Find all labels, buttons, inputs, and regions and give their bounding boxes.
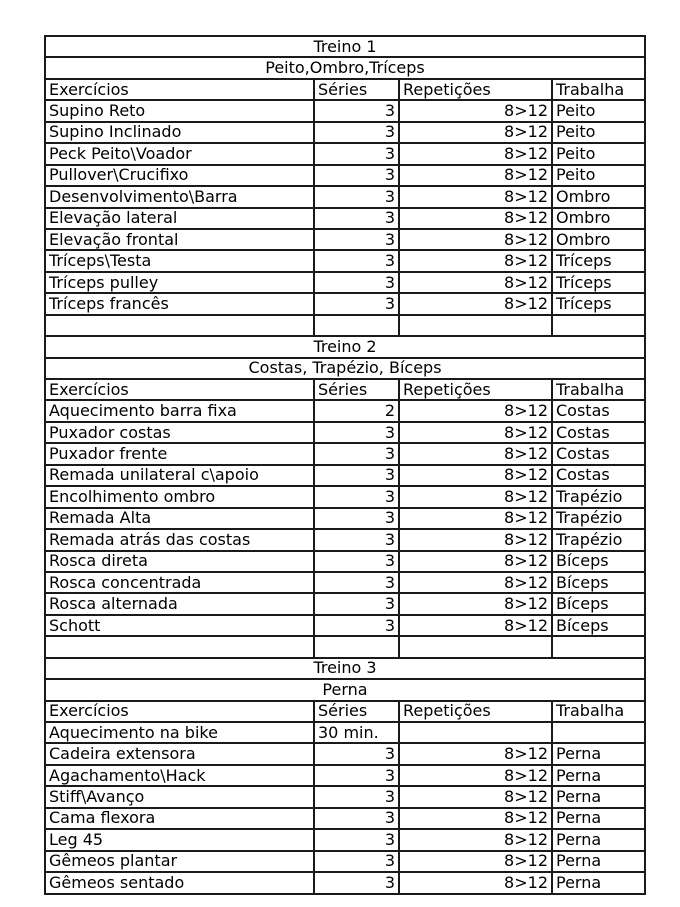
series-cell: 3 (314, 593, 399, 614)
series-cell: 3 (314, 100, 399, 121)
workout-table (44, 35, 646, 895)
reps-cell: 8>12 (399, 765, 552, 786)
reps-cell: 8>12 (399, 229, 552, 250)
exercise-row (45, 872, 645, 893)
reps-cell: 8>12 (399, 186, 552, 207)
exercise-name-cell: Gêmeos sentado (45, 872, 314, 893)
exercise-row (45, 851, 645, 872)
series-cell: 2 (314, 400, 399, 421)
exercise-row (45, 250, 645, 271)
works-cell: Trapézio (552, 508, 645, 529)
exercise-name-cell: Stiff\Avanço (45, 786, 314, 807)
exercise-row (45, 829, 645, 850)
works-cell: Tríceps (552, 293, 645, 314)
works-cell: Peito (552, 143, 645, 164)
reps-cell: 8>12 (399, 293, 552, 314)
reps-cell: 8>12 (399, 400, 552, 421)
exercise-name-cell: Remada unilateral c\apoio (45, 465, 314, 486)
reps-cell: 8>12 (399, 593, 552, 614)
exercise-name-cell: Elevação frontal (45, 229, 314, 250)
reps-cell: 8>12 (399, 551, 552, 572)
exercise-row (45, 165, 645, 186)
works-cell: Perna (552, 786, 645, 807)
series-cell: 3 (314, 743, 399, 764)
reps-cell (399, 722, 552, 743)
column-header-series: Séries (314, 701, 399, 722)
works-cell: Trapézio (552, 486, 645, 507)
series-cell: 3 (314, 465, 399, 486)
reps-cell: 8>12 (399, 529, 552, 550)
reps-cell: 8>12 (399, 100, 552, 121)
exercise-row (45, 208, 645, 229)
works-cell: Perna (552, 765, 645, 786)
empty-cell (314, 636, 399, 657)
exercise-name-cell: Agachamento\Hack (45, 765, 314, 786)
works-cell: Tríceps (552, 272, 645, 293)
reps-cell: 8>12 (399, 143, 552, 164)
series-cell: 30 min. (314, 722, 399, 743)
series-cell: 3 (314, 443, 399, 464)
works-cell: Perna (552, 872, 645, 893)
exercise-name-cell: Tríceps francês (45, 293, 314, 314)
series-cell: 3 (314, 572, 399, 593)
exercise-row (45, 572, 645, 593)
series-cell: 3 (314, 422, 399, 443)
empty-cell (399, 636, 552, 657)
reps-cell: 8>12 (399, 572, 552, 593)
series-cell: 3 (314, 165, 399, 186)
reps-cell: 8>12 (399, 272, 552, 293)
workout-table-body (45, 36, 645, 894)
section-subtitle-row-1 (45, 57, 645, 78)
column-header-series: Séries (314, 379, 399, 400)
empty-cell (552, 636, 645, 657)
column-header-exercicios: Exercícios (45, 79, 314, 100)
empty-cell (552, 315, 645, 336)
exercise-row (45, 400, 645, 421)
exercise-name-cell: Tríceps pulley (45, 272, 314, 293)
works-cell: Bíceps (552, 551, 645, 572)
exercise-row (45, 229, 645, 250)
works-cell: Costas (552, 400, 645, 421)
section-title: Treino 3 (45, 658, 645, 679)
exercise-row (45, 443, 645, 464)
works-cell: Bíceps (552, 615, 645, 636)
section-subtitle: Perna (45, 679, 645, 700)
exercise-row (45, 508, 645, 529)
reps-cell: 8>12 (399, 851, 552, 872)
column-header-trabalha: Trabalha (552, 79, 645, 100)
column-header-trabalha: Trabalha (552, 379, 645, 400)
series-cell: 3 (314, 872, 399, 893)
reps-cell: 8>12 (399, 443, 552, 464)
works-cell: Perna (552, 808, 645, 829)
reps-cell: 8>12 (399, 165, 552, 186)
exercise-row (45, 743, 645, 764)
works-cell: Trapézio (552, 529, 645, 550)
exercise-name-cell: Aquecimento na bike (45, 722, 314, 743)
works-cell: Costas (552, 422, 645, 443)
series-cell: 3 (314, 208, 399, 229)
section-title: Treino 1 (45, 36, 645, 57)
column-header-exercicios: Exercícios (45, 701, 314, 722)
exercise-row (45, 100, 645, 121)
reps-cell: 8>12 (399, 829, 552, 850)
column-header-row-2 (45, 379, 645, 400)
column-header-repeticoes: Repetições (399, 701, 552, 722)
reps-cell: 8>12 (399, 250, 552, 271)
exercise-name-cell: Schott (45, 615, 314, 636)
empty-spacer-row (45, 315, 645, 336)
column-header-series: Séries (314, 79, 399, 100)
empty-cell (314, 315, 399, 336)
section-subtitle: Peito,Ombro,Tríceps (45, 57, 645, 78)
exercise-name-cell: Aquecimento barra fixa (45, 400, 314, 421)
section-subtitle-row-2 (45, 358, 645, 379)
column-header-repeticoes: Repetições (399, 79, 552, 100)
series-cell: 3 (314, 272, 399, 293)
works-cell: Costas (552, 465, 645, 486)
series-cell: 3 (314, 122, 399, 143)
exercise-row (45, 529, 645, 550)
exercise-row (45, 486, 645, 507)
section-subtitle-row-3 (45, 679, 645, 700)
series-cell: 3 (314, 143, 399, 164)
exercise-name-cell: Puxador frente (45, 443, 314, 464)
section-title: Treino 2 (45, 336, 645, 357)
empty-cell (399, 315, 552, 336)
exercise-row (45, 786, 645, 807)
reps-cell: 8>12 (399, 743, 552, 764)
exercise-row (45, 122, 645, 143)
series-cell: 3 (314, 765, 399, 786)
exercise-name-cell: Remada Alta (45, 508, 314, 529)
exercise-row (45, 422, 645, 443)
column-header-row-3 (45, 701, 645, 722)
reps-cell: 8>12 (399, 465, 552, 486)
works-cell: Ombro (552, 208, 645, 229)
reps-cell: 8>12 (399, 486, 552, 507)
works-cell: Peito (552, 165, 645, 186)
section-title-row-2 (45, 336, 645, 357)
series-cell: 3 (314, 293, 399, 314)
series-cell: 3 (314, 551, 399, 572)
series-cell: 3 (314, 508, 399, 529)
section-title-row-1 (45, 36, 645, 57)
series-cell: 3 (314, 851, 399, 872)
exercise-row (45, 593, 645, 614)
section-subtitle: Costas, Trapézio, Bíceps (45, 358, 645, 379)
exercise-row (45, 186, 645, 207)
series-cell: 3 (314, 808, 399, 829)
reps-cell: 8>12 (399, 122, 552, 143)
exercise-name-cell: Gêmeos plantar (45, 851, 314, 872)
exercise-name-cell: Pullover\Crucifixo (45, 165, 314, 186)
series-cell: 3 (314, 829, 399, 850)
works-cell (552, 722, 645, 743)
exercise-row (45, 551, 645, 572)
exercise-name-cell: Peck Peito\Voador (45, 143, 314, 164)
column-header-repeticoes: Repetições (399, 379, 552, 400)
exercise-name-cell: Encolhimento ombro (45, 486, 314, 507)
exercise-name-cell: Puxador costas (45, 422, 314, 443)
empty-cell (45, 315, 314, 336)
works-cell: Peito (552, 100, 645, 121)
reps-cell: 8>12 (399, 615, 552, 636)
exercise-name-cell: Cadeira extensora (45, 743, 314, 764)
exercise-name-cell: Cama flexora (45, 808, 314, 829)
exercise-name-cell: Tríceps\Testa (45, 250, 314, 271)
works-cell: Bíceps (552, 572, 645, 593)
exercise-name-cell: Rosca alternada (45, 593, 314, 614)
reps-cell: 8>12 (399, 808, 552, 829)
empty-spacer-row (45, 636, 645, 657)
works-cell: Peito (552, 122, 645, 143)
works-cell: Perna (552, 743, 645, 764)
exercise-name-cell: Supino Reto (45, 100, 314, 121)
works-cell: Perna (552, 851, 645, 872)
reps-cell: 8>12 (399, 786, 552, 807)
reps-cell: 8>12 (399, 208, 552, 229)
exercise-name-cell: Remada atrás das costas (45, 529, 314, 550)
section-title-row-3 (45, 658, 645, 679)
empty-cell (45, 636, 314, 657)
works-cell: Ombro (552, 186, 645, 207)
exercise-name-cell: Rosca concentrada (45, 572, 314, 593)
exercise-name-cell: Desenvolvimento\Barra (45, 186, 314, 207)
works-cell: Ombro (552, 229, 645, 250)
exercise-name-cell: Leg 45 (45, 829, 314, 850)
column-header-row-1 (45, 79, 645, 100)
series-cell: 3 (314, 786, 399, 807)
exercise-row (45, 293, 645, 314)
works-cell: Bíceps (552, 593, 645, 614)
column-header-trabalha: Trabalha (552, 701, 645, 722)
works-cell: Costas (552, 443, 645, 464)
exercise-name-cell: Elevação lateral (45, 208, 314, 229)
reps-cell: 8>12 (399, 422, 552, 443)
exercise-row (45, 143, 645, 164)
series-cell: 3 (314, 186, 399, 207)
exercise-row (45, 272, 645, 293)
series-cell: 3 (314, 529, 399, 550)
exercise-row (45, 722, 645, 743)
column-header-exercicios: Exercícios (45, 379, 314, 400)
exercise-name-cell: Rosca direta (45, 551, 314, 572)
reps-cell: 8>12 (399, 508, 552, 529)
series-cell: 3 (314, 486, 399, 507)
series-cell: 3 (314, 250, 399, 271)
exercise-row (45, 765, 645, 786)
series-cell: 3 (314, 615, 399, 636)
exercise-row (45, 615, 645, 636)
series-cell: 3 (314, 229, 399, 250)
reps-cell: 8>12 (399, 872, 552, 893)
exercise-row (45, 808, 645, 829)
exercise-name-cell: Supino Inclinado (45, 122, 314, 143)
exercise-row (45, 465, 645, 486)
works-cell: Perna (552, 829, 645, 850)
works-cell: Tríceps (552, 250, 645, 271)
